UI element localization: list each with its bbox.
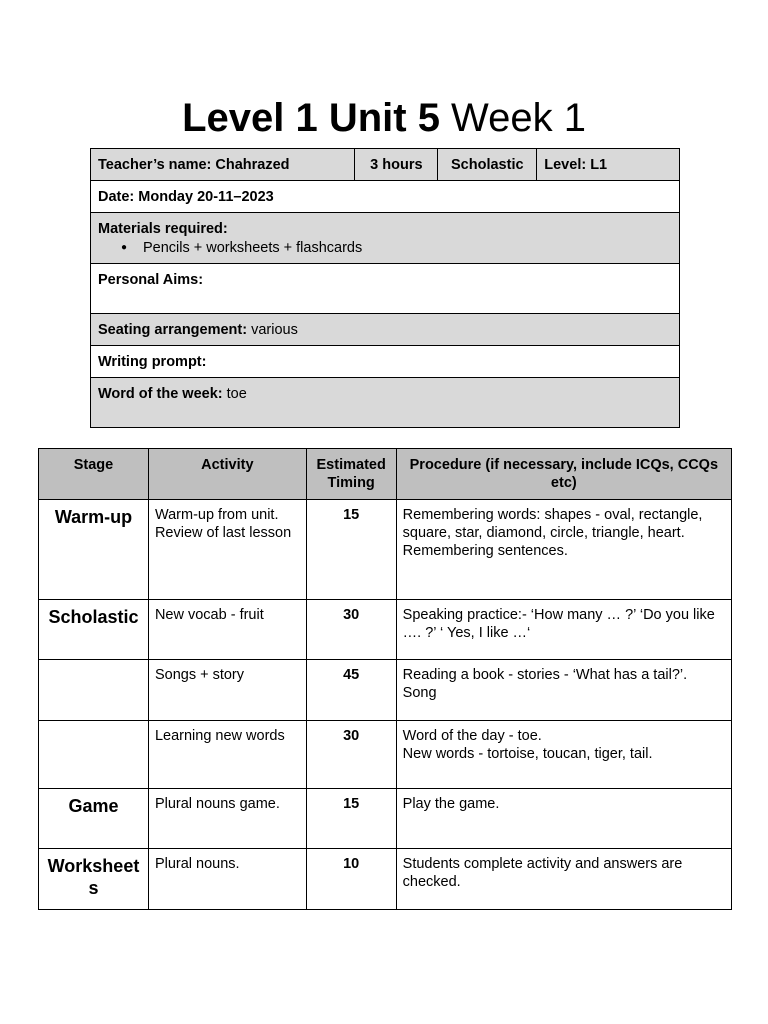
table-row (39, 500, 732, 600)
word-cell (91, 378, 680, 428)
table-row (39, 600, 732, 660)
writing-prompt: Writing prompt: (91, 346, 680, 378)
procedure-cell: Remembering words: shapes - oval, rectangle, square, star, diamond, circle, triangle, heart. Remembering sentences. (396, 500, 731, 600)
materials-cell (91, 213, 680, 264)
duration: 3 hours (355, 149, 438, 181)
procedure-cell: Students complete activity and answers are checked. (396, 849, 731, 910)
stage-cell (39, 721, 149, 789)
procedure-cell: Play the game. (396, 789, 731, 849)
timing-cell: 30 (306, 721, 396, 789)
stage-cell: Game (39, 789, 149, 849)
table-row (39, 789, 732, 849)
activity-cell: Warm-up from unit. Review of last lesson (148, 500, 306, 600)
timing-cell: 45 (306, 660, 396, 721)
lesson-info-table (90, 148, 680, 428)
timing-cell: 10 (306, 849, 396, 910)
procedure-cell: Speaking practice:- ‘How many … ?’ ‘Do you like …. ?’ ‘ Yes, I like …‘ (396, 600, 731, 660)
seating-value: various (247, 322, 298, 338)
materials-item: ● Pencils + worksheets + flashcards (143, 239, 672, 257)
procedure-cell: Reading a book - stories - ‘What has a tail?’. Song (396, 660, 731, 721)
header-activity: Activity (148, 449, 306, 500)
teacher-name: Teacher’s name: Chahrazed (91, 149, 355, 181)
stage-cell (39, 660, 149, 721)
lesson-plan-table (38, 448, 732, 910)
timing-cell: 15 (306, 500, 396, 600)
materials-label: Materials required: (98, 221, 228, 237)
materials-list (98, 239, 672, 257)
date: Date: Monday 20-11–2023 (91, 181, 680, 213)
header-stage: Stage (39, 449, 149, 500)
personal-aims: Personal Aims: (91, 264, 680, 314)
stage-cell: Worksheets (39, 849, 149, 910)
seating-label: Seating arrangement: (98, 322, 248, 338)
level: Level: L1 (537, 149, 680, 181)
stage-cell: Warm-up (39, 500, 149, 600)
activity-cell: New vocab - fruit (148, 600, 306, 660)
table-row (39, 721, 732, 789)
page-title (0, 94, 768, 142)
header-procedure: Procedure (if necessary, include ICQs, CCQs etc) (396, 449, 731, 500)
procedure-cell: Word of the day - toe. New words - tortoise, toucan, tiger, tail. (396, 721, 731, 789)
table-row (39, 849, 732, 910)
title-normal: Week 1 (439, 96, 586, 140)
activity-cell: Songs + story (148, 660, 306, 721)
header-timing: Estimated Timing (306, 449, 396, 500)
word-value: toe (222, 386, 247, 402)
activity-cell: Plural nouns. (148, 849, 306, 910)
seating-cell (91, 314, 680, 346)
timing-cell: 15 (306, 789, 396, 849)
lesson-type: Scholastic (438, 149, 537, 181)
table-row (39, 660, 732, 721)
stage-cell: Scholastic (39, 600, 149, 660)
activity-cell: Plural nouns game. (148, 789, 306, 849)
title-bold: Level 1 Unit 5 (182, 96, 440, 140)
timing-cell: 30 (306, 600, 396, 660)
word-label: Word of the week: (98, 386, 223, 402)
activity-cell: Learning new words (148, 721, 306, 789)
